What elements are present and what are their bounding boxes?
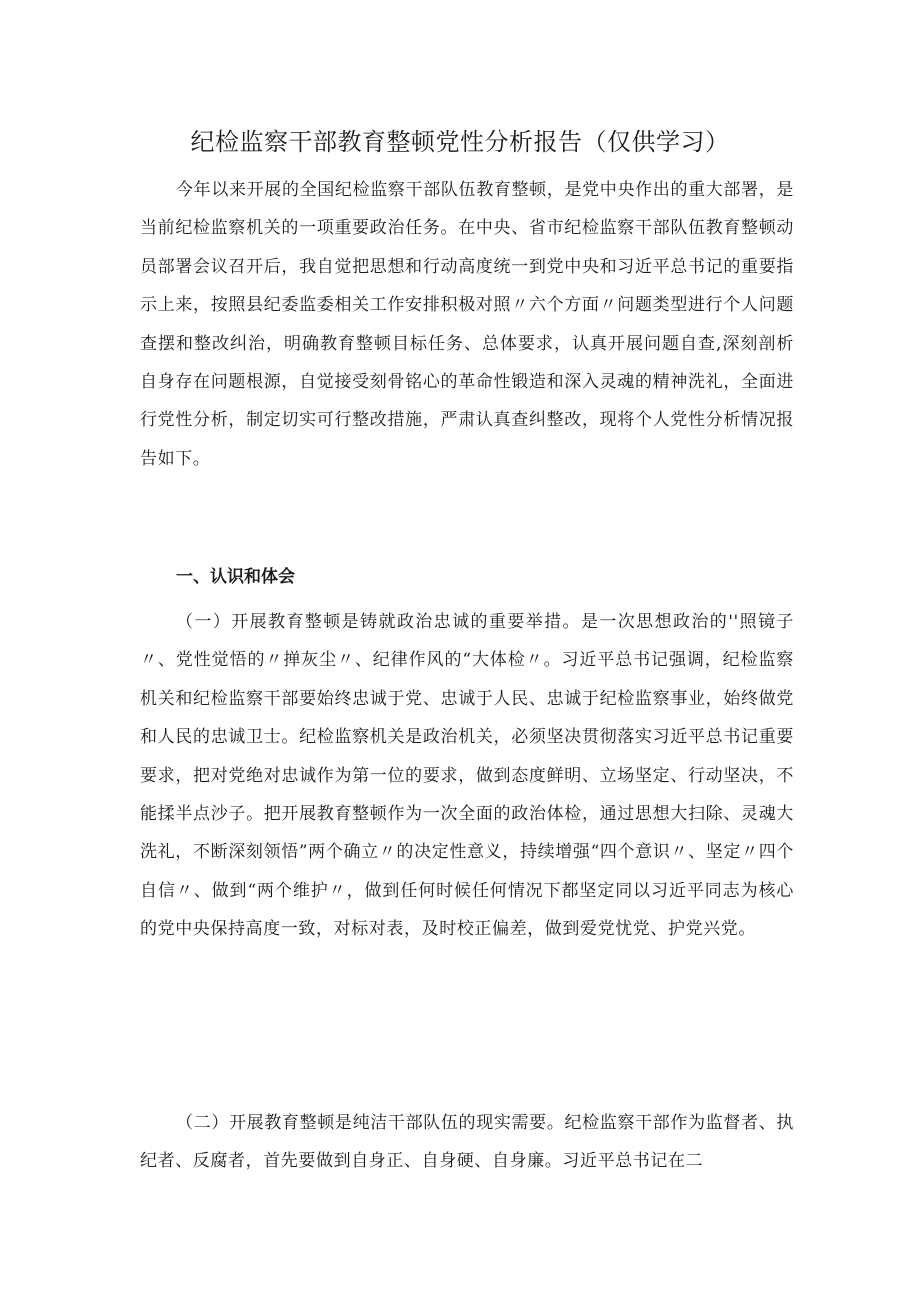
section-paragraph-1: （一）开展教育整顿是铸就政治忠诚的重要举措。是一次思想政治的''照镜子〃、党性觉悟的〃掸灰尘〃、纪律作风的“大体检〃。习近平总书记强调，纪检监察机关和纪检监察干部要始终忠诚于党、忠诚于人民、忠诚于纪检监察事业，始终做党和人民的忠诚卫士。纪检监察机关是政治机关，必须坚决贯彻落实习近平总书记重要要求，把对党绝对忠诚作为第一位的要求，做到态度鲜明、立场坚定、行动坚决，不能揉半点沙子。把开展教育整顿作为一次全面的政治体检，通过思想大扫除、灵魂大洗礼，不断深刻领悟”两个确立〃的决定性意义，持续增强“四个意识〃、坚定〃四个自信〃、做到“两个维护〃，做到任何时候任何情况下都坚定同以习近平同志为核心的党中央保持高度一致，对标对表，及时校正偏差，做到爱党忧党、护党兴党。 — [140, 612, 794, 940]
section-heading: 一、认识和体会 — [176, 567, 295, 587]
intro-paragraph: 今年以来开展的全国纪检监察干部队伍教育整顿，是党中央作出的重大部署，是当前纪检监察机关的一项重要政治任务。在中央、省市纪检监察干部队伍教育整顿动员部署会议召开后，我自觉把思想和行动高度统一到党中央和习近平总书记的重要指示上来，按照县纪委监委相关工作安排积极对照〃六个方面〃问题类型进行个人问题查摆和整改纠治，明确教育整顿目标任务、总体要求，认真开展问题自查,深刻剖析自身存在问题根源，自觉接受刻骨铭心的革命性锻造和深入灵魂的精神洗礼，全面进行党性分析，制定切实可行整改措施，严肃认真查纠整改，现将个人党性分析情况报告如下。 — [140, 180, 794, 469]
section-paragraph-2: （二）开展教育整顿是纯洁干部队伍的现实需要。纪检监察干部作为监督者、执纪者、反腐者，首先要做到自身正、自身硬、自身廉。习近平总书记在二 — [140, 1113, 794, 1172]
document-title: 纪检监察干部教育整顿党性分析报告（仅供学习） — [190, 128, 730, 156]
